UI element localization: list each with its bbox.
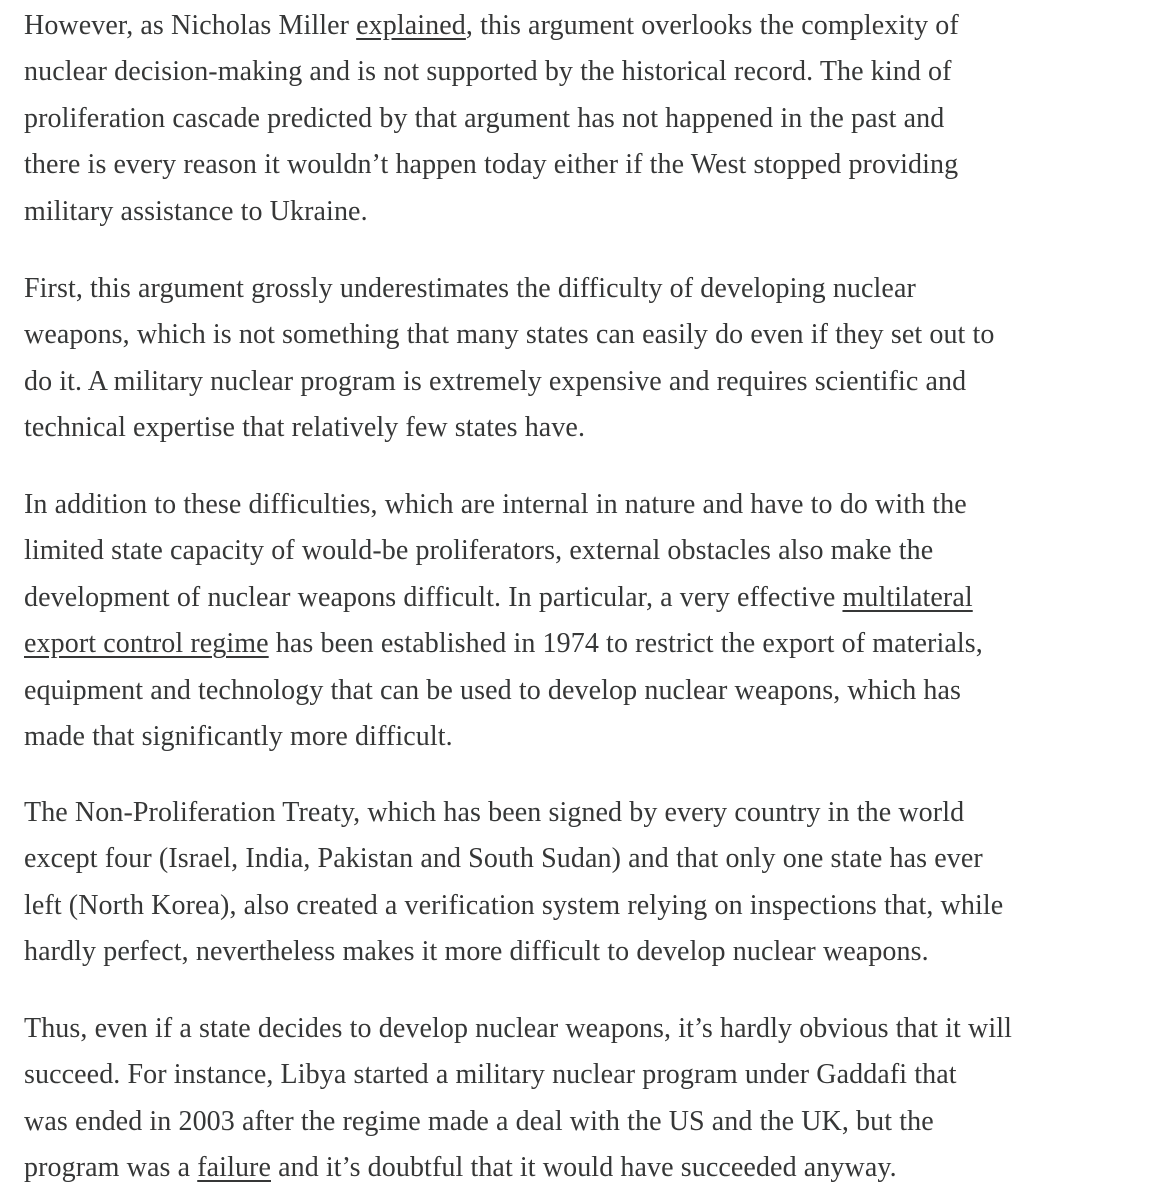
- text-line: military assistance to Ukraine.: [24, 195, 368, 227]
- text-line: hardly perfect, nevertheless makes it more difficult to develop nuclear weapons.: [24, 936, 929, 968]
- paragraph-nicholas-miller: [24, 3, 959, 235]
- text-line: was ended in 2003 after the regime made a deal with the US and the UK, but the: [24, 1105, 934, 1137]
- explained-link[interactable]: explained: [356, 10, 466, 41]
- text-line: do it. A military nuclear program is extremely expensive and requires scientific and: [24, 365, 967, 397]
- multilateral-export-control-link[interactable]: export control regime: [24, 628, 269, 660]
- text-line: The Non-Proliferation Treaty, which has been signed by every country in the world: [24, 797, 965, 828]
- text-line: Thus, even if a state decides to develop nuclear weapons, it’s hardly obvious that it will: [24, 1013, 1012, 1044]
- text-line: except four (Israel, India, Pakistan and South Sudan) and that only one state has ever: [24, 843, 983, 875]
- text-line: equipment and technology that can be used to develop nuclear weapons, which has: [24, 674, 962, 706]
- text-line: program was a failure and it’s doubtful that it would have succeeded anyway.: [24, 1152, 897, 1184]
- paragraph-libya: [24, 1006, 1012, 1192]
- text-line: left (North Korea), also created a verification system relying on inspections that, while: [24, 889, 1004, 921]
- multilateral-export-control-link[interactable]: multilateral: [842, 581, 973, 613]
- text-line: export control regime has been established in 1974 to restrict the export of materials,: [24, 628, 983, 660]
- failure-link[interactable]: failure: [197, 1152, 271, 1184]
- text-line: development of nuclear weapons difficult. In particular, a very effective multilateral: [24, 581, 973, 613]
- paragraph-external-obstacles: [24, 482, 983, 760]
- text-line: succeed. For instance, Libya started a military nuclear program under Gaddafi that: [24, 1059, 957, 1091]
- text-line: In addition to these difficulties, which are internal in nature and have to do with the: [24, 489, 967, 520]
- paragraph-npt: [24, 790, 1003, 976]
- text-line: However, as Nicholas Miller explained, this argument overlooks the complexity of: [24, 10, 959, 41]
- text-line: proliferation cascade predicted by that argument has not happened in the past and: [24, 102, 945, 134]
- text-line: First, this argument grossly underestimates the difficulty of developing nuclear: [24, 273, 916, 304]
- text-line: limited state capacity of would-be proliferators, external obstacles also make the: [24, 535, 934, 567]
- text-line: nuclear decision-making and is not supported by the historical record. The kind of: [24, 56, 952, 88]
- text-line: there is every reason it wouldn’t happen today either if the West stopped providing: [24, 149, 959, 181]
- paragraph-difficulty: [24, 266, 995, 452]
- text-line: weapons, which is not something that many states can easily do even if they set out to: [24, 319, 995, 351]
- text-line: technical expertise that relatively few states have.: [24, 412, 586, 444]
- text-line: made that significantly more difficult.: [24, 721, 453, 753]
